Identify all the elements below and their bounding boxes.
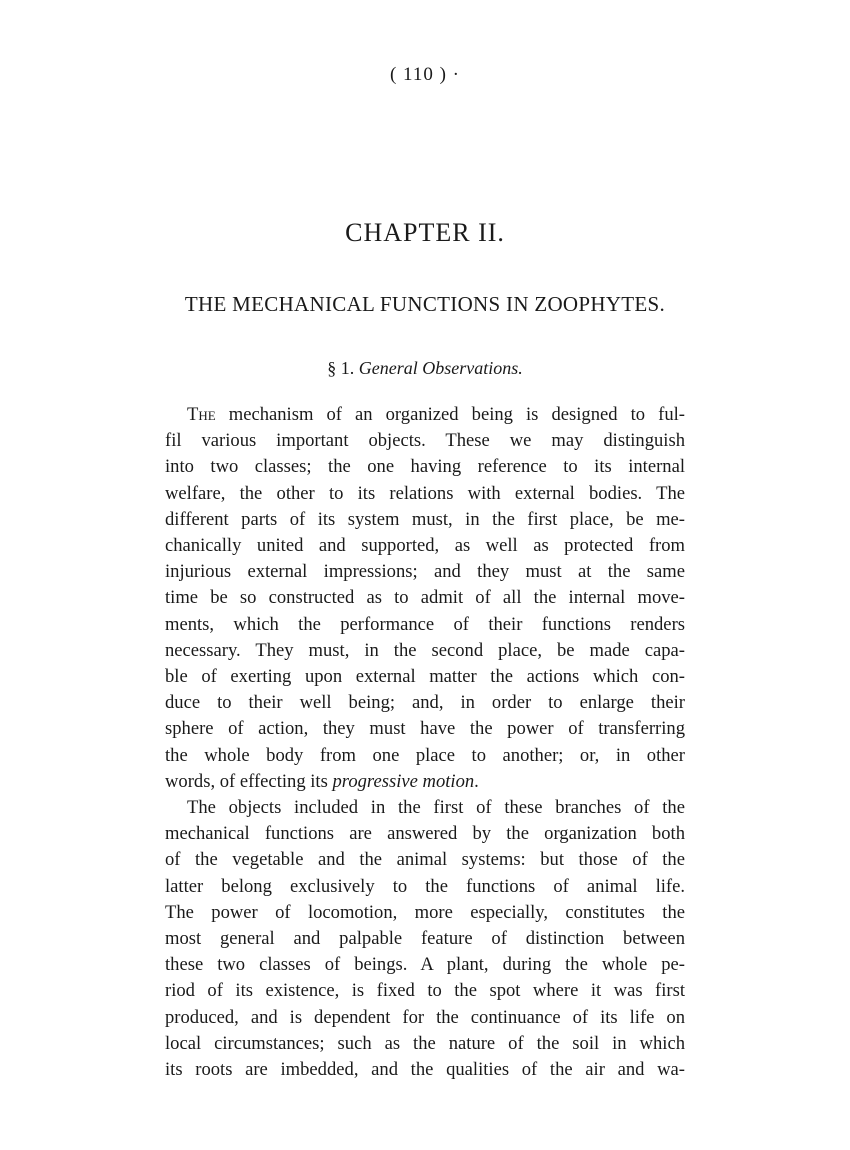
line-text: words, of effecting its xyxy=(165,770,333,792)
text-line: welfare, the other to its relations with external bodies. The xyxy=(165,482,685,504)
text-line: the whole body from one place to another; or, in other xyxy=(165,744,685,766)
body-text xyxy=(165,402,685,1083)
emphasis-text: progressive motion xyxy=(332,770,475,792)
text-line: local circumstances; such as the nature of the soil in which xyxy=(165,1032,685,1054)
text-line: The objects included in the first of these branches of the xyxy=(187,797,685,819)
text-line: most general and palpable feature of distinction between xyxy=(165,928,685,950)
text-line: duce to their well being; and, in order to enlarge their xyxy=(165,692,685,714)
line-text: mechanism of an organized being is designed to ful- xyxy=(215,404,685,425)
chapter-subtitle: THE MECHANICAL FUNCTIONS IN ZOOPHYTES. xyxy=(184,292,666,316)
text-line: latter belong exclusively to the functions of animal life. xyxy=(165,875,685,897)
section-marker: § 1. xyxy=(327,358,355,378)
text-line: injurious external impressions; and they must at the same xyxy=(165,561,685,583)
text-line: time be so constructed as to admit of all the internal move- xyxy=(165,587,685,609)
text-line xyxy=(165,402,685,428)
drop-word: The xyxy=(187,404,216,425)
text-line: chanically united and supported, as well as protected from xyxy=(165,535,685,557)
text-line xyxy=(165,769,685,795)
section-title: General Observations. xyxy=(358,358,523,378)
text-line: its roots are imbedded, and the qualities of the air and wa- xyxy=(165,1059,685,1081)
text-line: The power of locomotion, more especially, constitutes the xyxy=(165,901,685,923)
chapter-title: CHAPTER II. xyxy=(345,218,505,247)
text-line: these two classes of beings. A plant, during the whole pe- xyxy=(165,954,685,976)
text-line: necessary. They must, in the second place, be made capa- xyxy=(165,639,685,661)
text-line: ments, which the performance of their functions renders xyxy=(165,613,685,635)
text-line: fil various important objects. These we may distinguish xyxy=(165,430,685,452)
text-line: sphere of action, they must have the power of transferring xyxy=(165,718,685,740)
text-line: mechanical functions are answered by the organization both xyxy=(165,823,685,845)
text-line: ble of exerting upon external matter the actions which con- xyxy=(165,666,685,688)
line-text: . xyxy=(474,770,479,792)
text-line: riod of its existence, is fixed to the spot where it was first xyxy=(165,980,685,1002)
text-line: into two classes; the one having reference to its internal xyxy=(165,456,685,478)
page-number: ( 110 ) · xyxy=(389,64,461,85)
text-line: produced, and is dependent for the continuance of its life on xyxy=(165,1006,685,1028)
text-line: different parts of its system must, in the first place, be me- xyxy=(165,508,685,530)
section-heading xyxy=(0,358,850,379)
text-line: of the vegetable and the animal systems: but those of the xyxy=(165,849,685,871)
